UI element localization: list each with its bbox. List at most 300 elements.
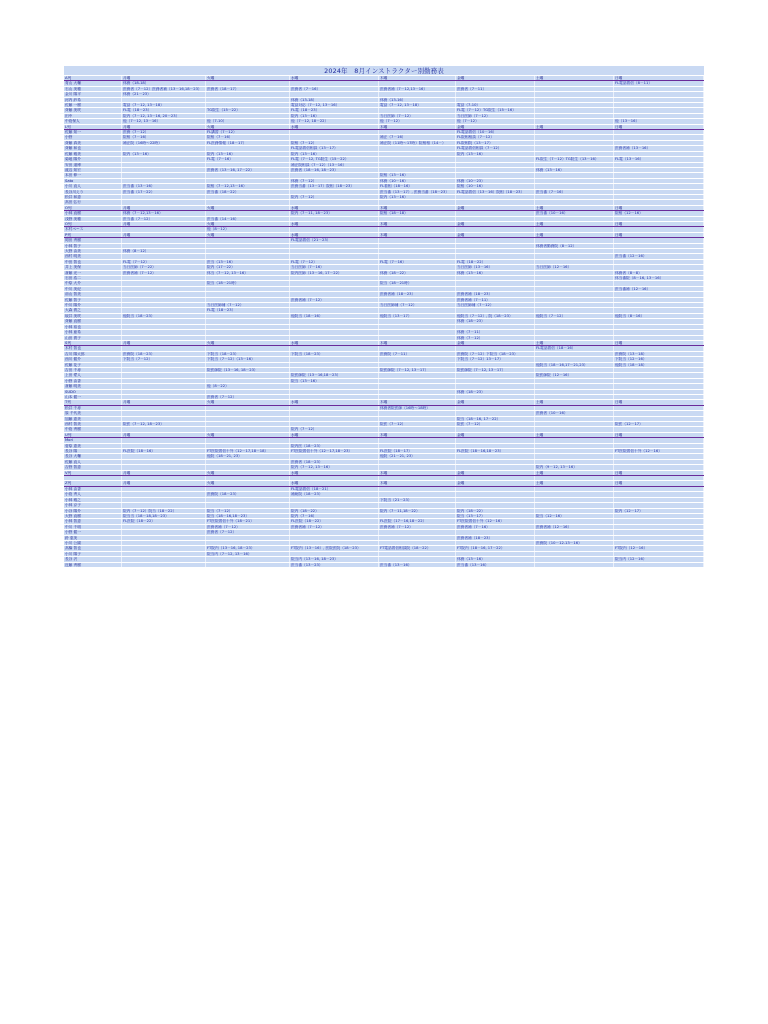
shift-cell: 医務院（10－12.13－16） — [535, 541, 614, 545]
shift-cell — [206, 146, 290, 150]
day-header: 火曜 — [206, 222, 290, 226]
instructor-name: 前山 智美 — [64, 292, 122, 296]
day-header: 金曜 — [456, 481, 535, 485]
schedule-rows — [64, 76, 704, 568]
instructor-name: 斎藤 光一 — [64, 271, 122, 275]
shift-cell: 医務者（7－12） — [206, 530, 290, 534]
day-header: 月曜 — [122, 125, 206, 129]
shift-cell: 休務（7－12,13－16） — [122, 211, 206, 215]
shift-cell: 院内（7－12） — [290, 195, 379, 199]
shift-cell: 当日医師補（7－12） — [206, 303, 290, 307]
shift-cell — [456, 92, 535, 96]
shift-cell — [122, 460, 206, 464]
shift-cell: 当日医師（7－22） — [122, 265, 206, 269]
shift-cell — [122, 546, 206, 550]
instructor-name: 小林 智恵 — [64, 519, 122, 523]
day-header: 木曜 — [379, 341, 456, 345]
shift-cell: 医務者補（18－23） — [379, 292, 456, 296]
instructor-name: 石山 美穂 — [64, 87, 122, 91]
shift-cell: 休務（10－23） — [456, 179, 535, 183]
instructor-name — [64, 476, 122, 480]
shift-cell — [379, 514, 456, 518]
shift-cell — [379, 379, 456, 383]
instructor-name: 小野 健一 — [64, 530, 122, 534]
shift-cell: FT電話着信相談院（18－22） — [379, 546, 456, 550]
shift-cell: 院内医師（13－16, 17－22） — [290, 271, 379, 275]
shift-cell — [122, 438, 206, 442]
shift-cell: 下院当（7－12）（13－16） — [206, 357, 290, 361]
shift-cell: 下院当（21－23） — [379, 498, 456, 502]
section-label: T列 — [64, 400, 122, 404]
shift-cell — [456, 195, 535, 199]
shift-cell — [614, 336, 704, 340]
shift-cell: 医務院（13－18） — [614, 352, 704, 356]
shift-cell — [456, 325, 535, 329]
shift-cell: 医当（13－16） — [206, 260, 290, 264]
shift-cell — [535, 114, 614, 118]
shift-cell — [614, 503, 704, 507]
shift-cell — [535, 395, 614, 399]
shift-cell: 補正院（16時～22時） — [122, 141, 206, 145]
shift-cell — [614, 190, 704, 194]
shift-cell — [379, 200, 456, 204]
shift-cell: 院内（7－12, 13－16） — [290, 465, 379, 469]
shift-cell: TG院生（15－22） — [206, 108, 290, 112]
shift-cell — [206, 498, 290, 502]
shift-cell: 休務（18-18） — [122, 81, 206, 85]
shift-cell: 電話対応（7－12, 13－16） — [290, 103, 379, 107]
shift-cell: FL医院（18－22） — [122, 519, 206, 523]
shift-cell — [290, 406, 379, 410]
shift-cell — [535, 406, 614, 410]
shift-cell — [614, 525, 704, 529]
shift-cell — [535, 454, 614, 458]
shift-cell — [535, 444, 614, 448]
shift-cell: 下院当（7－12） — [122, 357, 206, 361]
shift-cell: 院医（7－12, 18－23） — [122, 422, 206, 426]
day-header: 火曜 — [206, 125, 290, 129]
day-header: 水曜 — [290, 471, 379, 475]
shift-cell — [614, 298, 704, 302]
shift-cell — [290, 303, 379, 307]
shift-cell: 医当番（10－16） — [535, 211, 614, 215]
shift-cell — [122, 395, 206, 399]
shift-cell: 他（7－12, 13－16） — [122, 119, 206, 123]
shift-cell — [379, 417, 456, 421]
day-header: 水曜 — [290, 125, 379, 129]
shift-cell: 医務者補（7－16） — [456, 525, 535, 529]
instructor-name: 岡田 秀樹 — [64, 238, 122, 242]
instructor-name: 佐藤 一樹 — [64, 103, 122, 107]
day-header: 土曜 — [535, 341, 614, 345]
shift-cell — [122, 373, 206, 377]
shift-cell: 院相（10－16） — [456, 184, 535, 188]
shift-cell: 医務者（7－11） — [456, 87, 535, 91]
shift-cell — [206, 254, 290, 258]
shift-cell: 休務（7－11） — [456, 330, 535, 334]
shift-cell: 医当番（13－16） — [379, 563, 456, 567]
shift-cell — [456, 476, 535, 480]
instructor-name: 高田 弘行 — [64, 200, 122, 204]
shift-cell — [614, 108, 704, 112]
instructor-name: 小野 — [64, 135, 122, 139]
shift-cell: 院医師院（13－16,18－23） — [290, 373, 379, 377]
shift-cell: FL院生（7－12）TG院生（13－16） — [535, 157, 614, 161]
shift-cell — [290, 330, 379, 334]
day-header: 金曜 — [456, 206, 535, 210]
shift-cell — [456, 287, 535, 291]
shift-cell — [614, 130, 704, 134]
shift-cell — [290, 217, 379, 221]
shift-cell: FT医院着信十外（12－16） — [456, 519, 535, 523]
shift-cell: 医当番（13－17）, 医務当番（18－23） — [379, 190, 456, 194]
shift-cell — [456, 411, 535, 415]
day-header: 水曜 — [290, 206, 379, 210]
shift-cell — [206, 98, 290, 102]
shift-cell — [206, 292, 290, 296]
shift-cell: FT医院着信十外（12－17,18－18） — [206, 449, 290, 453]
shift-cell — [206, 314, 290, 318]
shift-cell — [535, 184, 614, 188]
shift-cell — [535, 557, 614, 561]
shift-cell: 院当（18－21時） — [379, 281, 456, 285]
shift-cell — [614, 217, 704, 221]
shift-cell — [535, 92, 614, 96]
shift-cell — [122, 287, 206, 291]
shift-cell — [206, 81, 290, 85]
instructor-name: Sato — [64, 179, 122, 183]
shift-cell: 電話（7-10） — [456, 103, 535, 107]
day-header: 水曜 — [290, 76, 379, 80]
day-header: 土曜 — [535, 481, 614, 485]
instructor-name: 松井 千尋 — [64, 406, 122, 410]
shift-cell — [456, 157, 535, 161]
shift-cell: 医務者（18－17） — [206, 87, 290, 91]
shift-cell — [535, 254, 614, 258]
shift-cell: 医務者補（7－12） — [290, 298, 379, 302]
shift-cell: 当日医師補（7－12） — [379, 303, 456, 307]
shift-cell: FL電（7－12） — [122, 260, 206, 264]
shift-cell: 院内（13－16） — [379, 195, 456, 199]
shift-cell — [122, 525, 206, 529]
shift-cell — [614, 292, 704, 296]
shift-cell: 医務者（7－12）医務者補（13－16,18－23） — [122, 87, 206, 91]
shift-cell — [535, 152, 614, 156]
shift-cell: 院医（7－12） — [456, 422, 535, 426]
shift-cell — [535, 303, 614, 307]
shift-cell — [290, 395, 379, 399]
shift-cell: 当日医師（12－16） — [535, 265, 614, 269]
shift-cell — [614, 114, 704, 118]
shift-cell: FL院相院（13－17） — [456, 141, 535, 145]
shift-cell — [456, 81, 535, 85]
day-header: 土曜 — [535, 233, 614, 237]
instructor-name: 小谷 陽介 — [64, 509, 122, 513]
instructor-name: 本田 伸一 — [64, 173, 122, 177]
shift-cell — [535, 438, 614, 442]
shift-cell — [290, 135, 379, 139]
instructor-name: 上田 愛人 — [64, 373, 122, 377]
shift-cell: 院内（13－16） — [456, 152, 535, 156]
shift-cell: 医務院（7－11） — [379, 352, 456, 356]
instructor-name: 長谷 大輔 — [64, 454, 122, 458]
shift-cell: 休務（8－12） — [122, 249, 206, 253]
shift-cell: 医務者（7－16） — [290, 87, 379, 91]
shift-cell — [535, 536, 614, 540]
day-header: 木曜 — [379, 233, 456, 237]
instructor-name: 中島保人 — [64, 119, 122, 123]
shift-cell: 休当番院（8－16, 13－16） — [614, 276, 704, 280]
shift-cell — [122, 346, 206, 350]
shift-cell: 医当番（13－16） — [456, 563, 535, 567]
shift-cell: 休務（7－12） — [290, 179, 379, 183]
shift-cell — [122, 276, 206, 280]
shift-cell — [290, 476, 379, 480]
instructor-name: 小林 裕也 — [64, 325, 122, 329]
shift-cell — [379, 536, 456, 540]
shift-cell — [379, 492, 456, 496]
shift-cell — [379, 217, 456, 221]
instructor-name: 加藤 恵美 — [64, 417, 122, 421]
shift-cell — [379, 487, 456, 491]
shift-cell — [379, 346, 456, 350]
shift-cell — [614, 87, 704, 91]
shift-cell — [535, 563, 614, 567]
shift-cell — [614, 390, 704, 394]
shift-cell — [290, 276, 379, 280]
shift-cell — [456, 552, 535, 556]
section-label: U列 — [64, 433, 122, 437]
shift-cell: 院当（13－16） — [290, 379, 379, 383]
day-header: 土曜 — [535, 400, 614, 404]
shift-cell: FL電（18－23） — [290, 108, 379, 112]
shift-cell — [456, 238, 535, 242]
shift-cell: 休務（7－12） — [456, 336, 535, 340]
instructor-name: 田中 — [64, 114, 122, 118]
shift-cell — [379, 163, 456, 167]
shift-cell — [379, 357, 456, 361]
shift-cell: 医務者補（7－12,13－16） — [379, 87, 456, 91]
shift-cell — [614, 92, 704, 96]
shift-cell — [290, 438, 379, 442]
shift-cell — [290, 552, 379, 556]
shift-cell — [456, 211, 535, 215]
shift-cell — [290, 357, 379, 361]
shift-cell — [290, 346, 379, 350]
shift-cell: 院内（7－12）院当（18－22） — [122, 509, 206, 513]
shift-cell — [535, 103, 614, 107]
shift-cell — [614, 411, 704, 415]
shift-cell: 医当番（14－16） — [206, 217, 290, 221]
day-header: 月曜 — [122, 400, 206, 404]
instructor-name: Mori — [64, 438, 122, 442]
shift-cell — [206, 476, 290, 480]
shift-cell — [122, 487, 206, 491]
shift-cell — [122, 244, 206, 248]
shift-cell: 医務者補（18－23） — [456, 292, 535, 296]
day-header: 火曜 — [206, 433, 290, 437]
instructor-name: 浅野 美穂 — [64, 217, 122, 221]
shift-cell: 当日医師（7－12） — [379, 114, 456, 118]
shift-cell — [122, 281, 206, 285]
shift-cell — [456, 373, 535, 377]
shift-cell — [535, 552, 614, 556]
shift-cell: 医当番（7－16） — [535, 190, 614, 194]
day-header: 金曜 — [456, 341, 535, 345]
instructor-name: 山本 健一 — [64, 395, 122, 399]
shift-cell: 医務当番（13－17）院相（18－23） — [290, 184, 379, 188]
shift-cell — [614, 530, 704, 534]
shift-cell — [122, 444, 206, 448]
shift-cell — [535, 368, 614, 372]
shift-cell — [614, 427, 704, 431]
instructor-name: 大野 由美 — [64, 249, 122, 253]
shift-cell — [379, 168, 456, 172]
shift-cell — [456, 244, 535, 248]
shift-cell: 他院当（13－17） — [379, 314, 456, 318]
shift-cell — [122, 163, 206, 167]
shift-cell: FL医務情報（18－17） — [206, 141, 290, 145]
shift-cell — [535, 130, 614, 134]
shift-cell — [379, 287, 456, 291]
day-header: 月曜 — [122, 481, 206, 485]
shift-cell: 当日医師（7－16） — [290, 265, 379, 269]
shift-cell: 下院当（7－12）13－17） — [456, 357, 535, 361]
shift-cell — [206, 287, 290, 291]
instructor-name: 小川 陽子 — [64, 552, 122, 556]
shift-cell — [206, 173, 290, 177]
shift-cell: 下院当（12－16） — [614, 357, 704, 361]
shift-cell — [206, 363, 290, 367]
shift-cell — [614, 368, 704, 372]
shift-cell: 院当当（18－18,18－23） — [122, 514, 206, 518]
shift-cell — [122, 492, 206, 496]
shift-cell — [122, 325, 206, 329]
shift-cell: FL看相（18－16） — [379, 184, 456, 188]
shift-cell — [122, 254, 206, 258]
shift-cell: 他（8－12） — [206, 227, 290, 231]
instructor-name: 斉藤 美咲 — [64, 108, 122, 112]
shift-cell — [614, 98, 704, 102]
shift-cell: 他院当（18－16） — [290, 314, 379, 318]
shift-cell — [122, 498, 206, 502]
shift-cell — [535, 298, 614, 302]
instructor-name: 木村 智也 — [64, 346, 122, 350]
shift-cell — [206, 406, 290, 410]
shift-cell — [614, 454, 704, 458]
day-header: 金曜 — [456, 76, 535, 80]
shift-cell — [456, 254, 535, 258]
shift-cell: FL医院（18－22） — [290, 519, 379, 523]
shift-cell — [456, 308, 535, 312]
shift-cell — [122, 368, 206, 372]
instructor-name: 菊地 陽介 — [64, 157, 122, 161]
shift-cell — [535, 336, 614, 340]
shift-cell: 院内（17－22） — [206, 265, 290, 269]
shift-cell: FL電話着信相談（13－17） — [290, 146, 379, 150]
day-header: 金曜 — [456, 222, 535, 226]
shift-cell — [614, 319, 704, 323]
shift-cell — [456, 454, 535, 458]
shift-cell — [614, 492, 704, 496]
shift-cell — [614, 476, 704, 480]
instructor-name: 鈴 恵美 — [64, 536, 122, 540]
shift-cell — [614, 244, 704, 248]
shift-cell — [535, 108, 614, 112]
shift-cell — [535, 308, 614, 312]
shift-cell — [535, 379, 614, 383]
shift-cell — [290, 287, 379, 291]
shift-cell — [206, 422, 290, 426]
day-header: 水曜 — [290, 433, 379, 437]
shift-cell: 院当（18－16,18－23） — [206, 514, 290, 518]
shift-cell — [122, 417, 206, 421]
shift-cell: 下院当（18－23） — [206, 352, 290, 356]
day-header: 日曜 — [614, 76, 704, 80]
shift-cell: 他院当（18－16,17－21,23） — [535, 363, 614, 367]
shift-cell: 電話（7－12, 13－18） — [379, 103, 456, 107]
shift-cell — [379, 238, 456, 242]
shift-cell — [535, 487, 614, 491]
shift-cell: 休務（13－16） — [456, 557, 535, 561]
shift-cell — [290, 319, 379, 323]
shift-cell: 医務者（13－16, 17－22） — [206, 168, 290, 172]
shift-cell — [206, 298, 290, 302]
shift-cell — [206, 465, 290, 469]
shift-cell: FL電話着信（8－11） — [614, 81, 704, 85]
shift-cell — [535, 509, 614, 513]
shift-cell — [535, 492, 614, 496]
shift-cell: 院当内（13－16, 18－23） — [290, 557, 379, 561]
day-header: 月曜 — [122, 233, 206, 237]
shift-cell — [379, 254, 456, 258]
shift-cell: 休務者勤務院（8－12） — [535, 244, 614, 248]
shift-cell — [122, 298, 206, 302]
shift-cell — [379, 541, 456, 545]
section-label: Z列 — [64, 481, 122, 485]
shift-cell — [535, 179, 614, 183]
shift-cell — [122, 557, 206, 561]
shift-cell: 下院当（18－23） — [290, 352, 379, 356]
shift-cell — [290, 292, 379, 296]
shift-cell: FT医院着信十外（12－16） — [614, 449, 704, 453]
shift-cell — [456, 346, 535, 350]
shift-cell — [379, 308, 456, 312]
shift-cell: FL電話着信（18－21） — [290, 487, 379, 491]
shift-cell: FL医院（17－16,18－22） — [379, 519, 456, 523]
shift-cell: 他院当（18－18） — [614, 363, 704, 367]
shift-cell — [122, 292, 206, 296]
shift-cell — [206, 346, 290, 350]
shift-cell: FT院内（13－16, 18－23） — [206, 546, 290, 550]
instructor-name: 吉野 智恵 — [64, 465, 122, 469]
shift-cell — [290, 227, 379, 231]
shift-cell — [122, 173, 206, 177]
section-label: O列 — [64, 222, 122, 226]
shift-cell — [122, 536, 206, 540]
shift-cell — [379, 557, 456, 561]
instructor-name: 長谷川えり — [64, 190, 122, 194]
shift-cell — [206, 390, 290, 394]
shift-cell — [379, 152, 456, 156]
shift-cell: FL電（18－23） — [122, 108, 206, 112]
shift-cell: 院相（7－16） — [206, 135, 290, 139]
shift-cell: 他院当（18－23） — [122, 314, 206, 318]
day-header: 金曜 — [456, 400, 535, 404]
shift-cell: 医務者（18－16, 18－23） — [290, 168, 379, 172]
shift-cell — [290, 498, 379, 502]
shift-cell — [614, 195, 704, 199]
